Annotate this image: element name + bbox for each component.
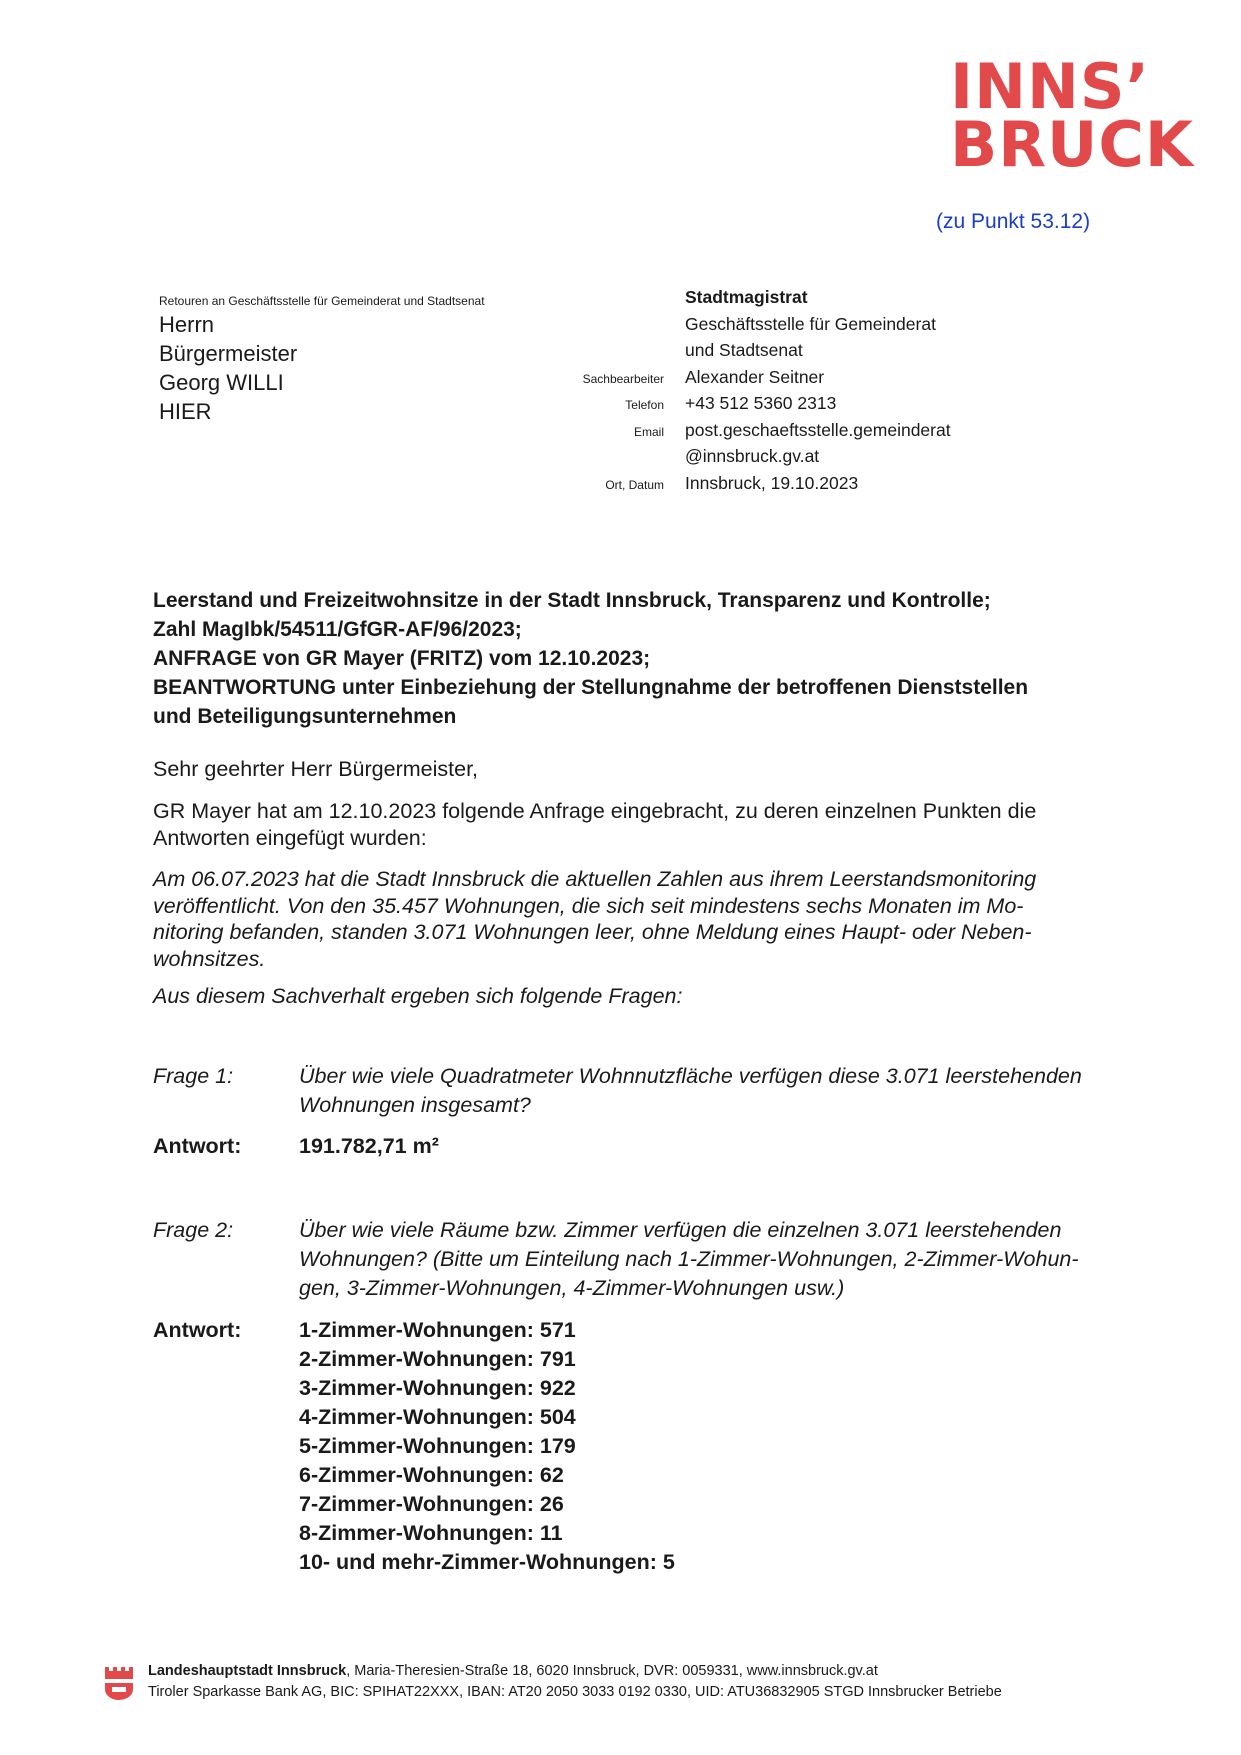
agenda-reference: (zu Punkt 53.12) (936, 210, 1091, 233)
sender-clerk: Alexander Seitner (685, 366, 825, 387)
date-label: Ort, Datum (605, 478, 664, 492)
subject-line: ANFRAGE von GR Mayer (FRITZ) vom 12.10.2023; (153, 647, 651, 670)
recipient-address (159, 310, 297, 426)
answer-item: 8-Zimmer-Wohnungen: 11 (299, 1521, 563, 1545)
recipient-line: Georg WILLI (159, 370, 284, 395)
subject-line: Zahl MagIbk/54511/GfGR-AF/96/2023; (153, 618, 522, 641)
footer-line-2: Tiroler Sparkasse Bank AG, BIC: SPIHAT22XXX, IBAN: AT20 2050 3033 0192 0330, UID: ATU36832905 STGD Innsbrucker Betriebe (148, 1684, 1002, 1700)
return-address-line: Retouren an Geschäftsstelle für Gemeinderat und Stadtsenat (159, 294, 485, 308)
sender-email: @innsbruck.gv.at (685, 446, 820, 466)
question-line: Wohnungen insgesamt? (299, 1093, 531, 1117)
answer-item: 10- und mehr-Zimmer-Wohnungen: 5 (299, 1550, 675, 1574)
sender-org: Stadtmagistrat (685, 287, 808, 307)
logo-line-1: INNS’ (950, 50, 1151, 123)
sender-date: Innsbruck, 19.10.2023 (685, 472, 859, 493)
question-line: Wohnungen? (Bitte um Einteilung nach 1-Zimmer-Wohnungen, 2-Zimmer-Wohun- (299, 1247, 1079, 1271)
footer (148, 1661, 1002, 1703)
answer-item: 4-Zimmer-Wohnungen: 504 (299, 1405, 576, 1429)
salutation: Sehr geehrter Herr Bürgermeister, (153, 757, 479, 781)
recipient-line: Bürgermeister (159, 341, 298, 366)
subject-line: BEANTWORTUNG unter Einbeziehung der Stellungnahme der betroffenen Dienststellen (153, 676, 1029, 699)
answer-1-label: Antwort: (153, 1134, 242, 1158)
question-2-label: Frage 2: (153, 1218, 234, 1242)
footer-address: , Maria-Theresien-Straße 18, 6020 Innsbruck, DVR: 0059331, www.innsbruck.gv.at (346, 1663, 878, 1679)
sender-dept: und Stadtsenat (685, 340, 803, 360)
footer-line-1 (148, 1661, 1002, 1682)
footer-org: Landeshauptstadt Innsbruck (148, 1663, 347, 1679)
answer-item: 7-Zimmer-Wohnungen: 26 (299, 1492, 564, 1516)
answer-item: 5-Zimmer-Wohnungen: 179 (299, 1434, 576, 1458)
recipient-line: Herrn (159, 312, 215, 337)
answer-2-label: Antwort: (153, 1318, 242, 1342)
question-line: Über wie viele Quadratmeter Wohnnutzfläche verfügen diese 3.071 leerstehenden (299, 1064, 1082, 1088)
question-1-label: Frage 1: (153, 1064, 234, 1088)
intro-line: Antworten eingefügt wurden: (153, 826, 427, 850)
question-line: gen, 3-Zimmer-Wohnungen, 4-Zimmer-Wohnungen usw.) (299, 1276, 845, 1300)
subject-line: Leerstand und Freizeitwohnsitze in der Stadt Innsbruck, Transparenz und Kontrolle; (153, 589, 991, 612)
intro-line: GR Mayer hat am 12.10.2023 folgende Anfrage eingebracht, zu deren einzelnen Punkten die (153, 799, 1037, 823)
context-paragraph (153, 866, 1133, 972)
recipient-line: HIER (159, 399, 212, 424)
context-line: Am 06.07.2023 hat die Stadt Innsbruck die aktuellen Zahlen aus ihrem Leerstandsmonitoring (153, 867, 1037, 891)
answer-item: 1-Zimmer-Wohnungen: 571 (299, 1318, 576, 1342)
subject-block (153, 586, 1113, 731)
sender-block (685, 284, 951, 496)
context-line: nitoring befanden, standen 3.071 Wohnungen leer, ohne Meldung eines Haupt- oder Neben- (153, 920, 1032, 944)
city-crest-icon (104, 1665, 134, 1701)
sender-email: post.geschaeftsstelle.gemeinderat (685, 419, 951, 440)
logo-line-2: BRUCK (950, 108, 1194, 181)
innsbruck-logo (950, 50, 1194, 181)
question-2-text (299, 1216, 1133, 1303)
phone-label: Telefon (625, 398, 664, 412)
answer-item: 6-Zimmer-Wohnungen: 62 (299, 1463, 564, 1487)
answer-item: 2-Zimmer-Wohnungen: 791 (299, 1347, 576, 1371)
sender-phone: +43 512 5360 2313 (685, 393, 837, 413)
answer-2-list (299, 1316, 675, 1577)
clerk-label: Sachbearbeiter (582, 372, 664, 386)
context-line: veröffentlicht. Von den 35.457 Wohnungen, die sich seit mindestens sechs Monaten im Mo- (153, 893, 1024, 918)
questions-intro: Aus diesem Sachverhalt ergeben sich folgende Fragen: (153, 984, 683, 1008)
question-1-text (299, 1062, 1133, 1120)
answer-1-value: 191.782,71 m² (299, 1134, 439, 1158)
intro (153, 798, 1133, 852)
subject-line: und Beteiligungsunternehmen (153, 705, 457, 728)
context-line: wohnsitzes. (153, 946, 266, 971)
email-label: Email (633, 425, 664, 439)
answer-item: 3-Zimmer-Wohnungen: 922 (299, 1376, 576, 1400)
question-line: Über wie viele Räume bzw. Zimmer verfügen die einzelnen 3.071 leerstehenden (299, 1218, 1062, 1242)
sender-dept: Geschäftsstelle für Gemeinderat (685, 313, 936, 334)
